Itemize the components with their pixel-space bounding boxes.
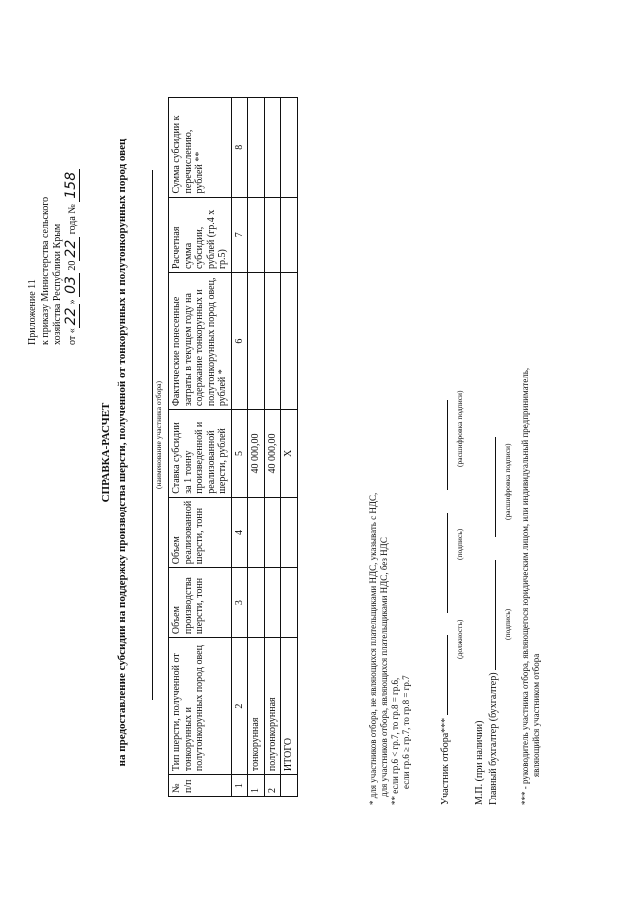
cell[interactable] [248, 568, 265, 638]
cell[interactable] [248, 98, 265, 198]
cell[interactable] [281, 273, 298, 410]
table-row [264, 98, 281, 797]
wool-type: тонкорунная [248, 638, 265, 775]
position-label: (должность) [455, 619, 464, 659]
date-mid: » [66, 299, 78, 305]
participant-label: Участник отбора*** [440, 717, 451, 805]
cell[interactable] [264, 497, 281, 567]
wool-type: полутонкорунная [264, 638, 281, 775]
document-subtitle: на предоставление субсидии на поддержку производства шерсти, полученной от тонкорунных и полутонкорунных пород овец [116, 138, 128, 767]
cell[interactable] [264, 273, 281, 410]
date-prefix: от « [66, 328, 78, 345]
column-number: 3 [231, 568, 248, 638]
accountant-signature-field[interactable] [495, 560, 496, 670]
appendix-block [27, 105, 79, 345]
note-1: * для участников отбора, не являющихся плательщиками НДС, указывать с НДС, [368, 492, 378, 805]
note-1b: для участников отбора, являющихся плательщиками НДС, без НДС [379, 537, 389, 797]
cell[interactable] [264, 98, 281, 198]
cell[interactable] [281, 497, 298, 567]
column-number: 4 [231, 497, 248, 567]
subsidy-rate: 40 000,00 [248, 410, 265, 498]
subsidy-rate: 40 000,00 [264, 410, 281, 498]
signature-label: (подпись) [455, 528, 464, 560]
column-number: 6 [231, 273, 248, 410]
accountant-label: Главный бухгалтер (бухгалтер) [488, 672, 499, 805]
year-prefix: 20 [66, 260, 78, 271]
header-cell: Тип шерсти, полученной от тонкорунных и полутонкорунных пород овец [169, 638, 232, 775]
decoding-label: (расшифровка подписи) [455, 390, 464, 467]
signature-field[interactable] [447, 513, 448, 613]
table-header-row [169, 98, 232, 797]
cell[interactable] [281, 197, 298, 273]
header-cell: Сумма субсидии к перечислению, рублей ** [169, 98, 232, 198]
participant-signature-row [440, 205, 452, 805]
footnote-3-line-1: *** - руководитель участника отбора, являющегося юридическим лицом, или индивидуальный предприниматель, [520, 367, 530, 805]
total-label: ИТОГО [281, 638, 298, 775]
column-number: 7 [231, 197, 248, 273]
total-rate-x: Х [281, 410, 298, 498]
appendix-date-line [62, 105, 80, 345]
seal-label: М.П. (при наличии) [474, 720, 485, 805]
column-number-row [231, 98, 248, 797]
subsidy-table [168, 97, 298, 797]
document-title: СПРАВКА-РАСЧЕТ [100, 402, 112, 503]
order-number: 158 [63, 169, 80, 202]
participant-name-label: (наименование участника отбора) [154, 381, 163, 489]
cell[interactable] [248, 497, 265, 567]
header-cell: № п/п [169, 775, 232, 797]
cell[interactable] [281, 568, 298, 638]
cell[interactable] [264, 568, 281, 638]
cell[interactable] [264, 197, 281, 273]
appendix-line-3: хозяйства Республики Крым [52, 223, 63, 345]
date-month: 03 [63, 273, 80, 297]
total-row [281, 98, 298, 797]
column-number: 8 [231, 98, 248, 198]
header-cell: Расчетная сумма субсидии, рублей (гр.4 х гр.5) [169, 197, 232, 273]
column-number: 2 [231, 638, 248, 775]
note-2: ** если гр.6 < гр.7, то гр.8 = гр.6, [390, 677, 400, 805]
cell[interactable] [281, 98, 298, 198]
header-cell: Фактические понесенные затраты в текущем году на содержание тонкорунных и полутонкорунных пород овец, рублей * [169, 273, 232, 410]
cell[interactable] [248, 273, 265, 410]
row-number: 2 [264, 775, 281, 797]
row-number: 1 [248, 775, 265, 797]
participant-name-line [152, 170, 153, 700]
note-2b: если гр.6 ≥ гр.7, то гр.8 = гр.7 [401, 675, 411, 789]
table-row [248, 98, 265, 797]
header-cell: Объем производства шерсти, тонн [169, 568, 232, 638]
accountant-decoding-label: (расшифровка подписи) [503, 443, 512, 520]
appendix-line-2: к приказу Министерства сельского [39, 196, 51, 345]
column-number: 5 [231, 410, 248, 498]
year-suffix: года № [66, 204, 78, 235]
header-cell: Ставка субсидии за 1 тонну произведенной и реализованной шерсти, рублей [169, 410, 232, 498]
header-cell: Объем реализованной шерсти, тонн [169, 497, 232, 567]
accountant-decoding-field[interactable] [495, 437, 496, 537]
accountant-signature-label: (подпись) [503, 608, 512, 640]
accountant-signature-row [488, 245, 500, 805]
footnote-3 [520, 368, 542, 805]
row-number [281, 775, 298, 797]
position-field[interactable] [447, 635, 448, 715]
column-number: 1 [231, 775, 248, 797]
cell[interactable] [248, 197, 265, 273]
notes-block [368, 493, 412, 805]
decoding-field[interactable] [447, 400, 448, 490]
footnote-3-line-2: являющийся участником отбора [531, 653, 541, 777]
appendix-line-1: Приложение 11 [27, 279, 38, 345]
date-day: 22 [63, 304, 80, 328]
date-year: 22 [63, 237, 80, 261]
